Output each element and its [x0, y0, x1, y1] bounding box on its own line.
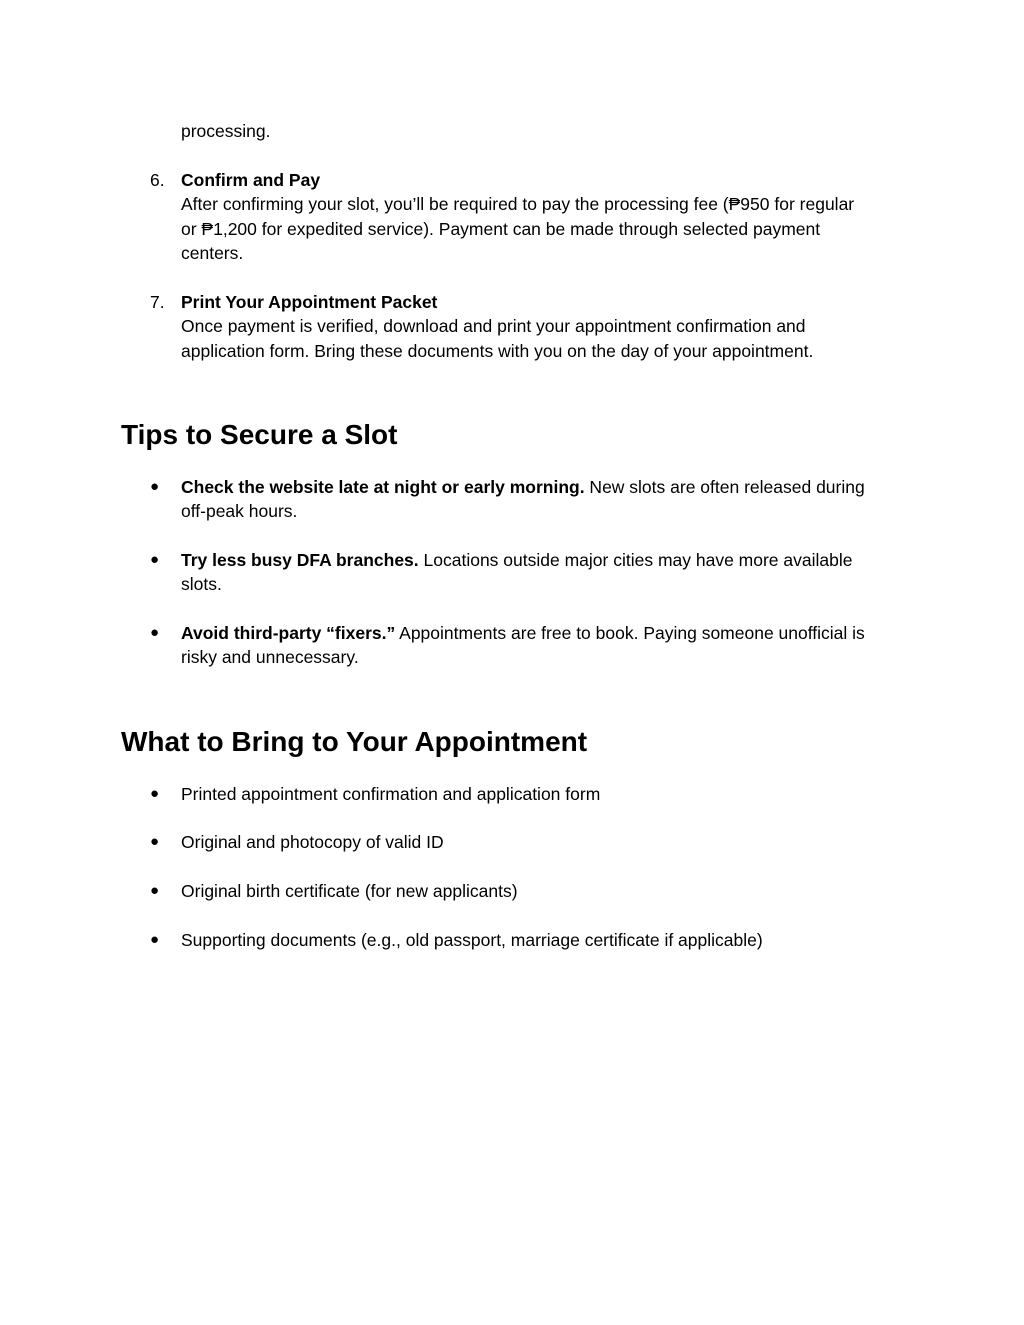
bring-item-text: Original and photocopy of valid ID [181, 832, 444, 852]
bullet-icon: ● [150, 624, 160, 641]
bullet-icon: ● [150, 882, 160, 899]
bullet-icon: ● [150, 478, 160, 495]
section-heading-bring: What to Bring to Your Appointment [121, 726, 588, 757]
step-body-line: or ₱1,200 for expedited service). Payment can be made through selected payment [181, 219, 821, 239]
tip-bold-text: Avoid third-party “fixers.” [181, 623, 396, 643]
bring-item-text: Printed appointment confirmation and application form [181, 784, 601, 804]
step-number: 6. [150, 170, 165, 190]
tip-line [181, 621, 865, 645]
bring-item-text: Supporting documents (e.g., old passport, marriage certificate if applicable) [181, 930, 763, 950]
tip-bold-text: Try less busy DFA branches. [181, 550, 419, 570]
tip-line-continued: slots. [181, 574, 222, 594]
step-title: Confirm and Pay [181, 170, 321, 190]
tip-text: Appointments are free to book. Paying someone unofficial is [395, 623, 865, 643]
continuation-text: processing. [181, 121, 271, 141]
tip-text: Locations outside major cities may have more available [418, 550, 853, 570]
tip-text: New slots are often released during [584, 477, 865, 497]
tip-line [181, 475, 865, 499]
section-heading-tips: Tips to Secure a Slot [121, 419, 398, 450]
bullet-icon: ● [150, 833, 160, 850]
step-body-line: application form. Bring these documents with you on the day of your appointment. [181, 341, 814, 361]
step-body-line: After confirming your slot, you’ll be required to pay the processing fee (₱950 for regular [181, 194, 855, 214]
bullet-icon: ● [150, 551, 160, 568]
bullet-icon: ● [150, 931, 160, 948]
step-body-line: Once payment is verified, download and print your appointment confirmation and [181, 316, 806, 336]
tip-line-continued: off-peak hours. [181, 501, 298, 521]
step-body-line: centers. [181, 243, 244, 263]
tip-line-continued: risky and unnecessary. [181, 647, 359, 667]
bullet-icon: ● [150, 785, 160, 802]
step-number: 7. [150, 292, 165, 312]
tip-line [181, 548, 852, 572]
step-title: Print Your Appointment Packet [181, 292, 438, 312]
tip-bold-text: Check the website late at night or early morning. [181, 477, 585, 497]
bring-item-text: Original birth certificate (for new applicants) [181, 881, 518, 901]
